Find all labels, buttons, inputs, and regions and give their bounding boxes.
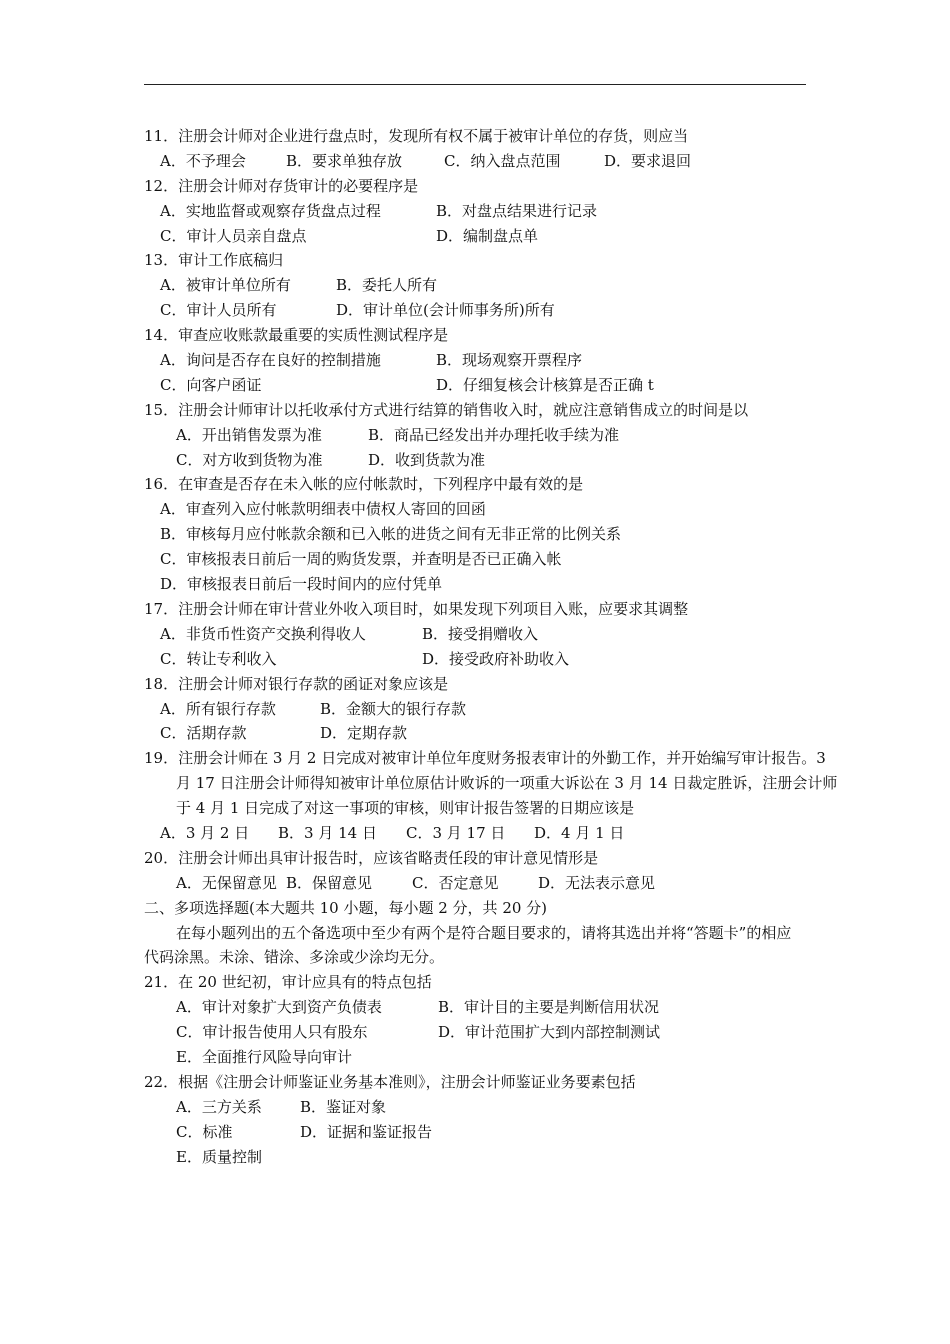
question-15-options-row1 — [144, 423, 814, 448]
question-19-options — [144, 821, 814, 846]
question-22-options-row2 — [144, 1120, 814, 1145]
option-d: D．定期存款 — [320, 724, 408, 743]
option-b: B．现场观察开票程序 — [436, 351, 583, 370]
option-c: C．标准 — [176, 1122, 233, 1141]
section-2-instruction: 在每小题列出的五个备选项中至少有两个是符合题目要求的，请将其选出并将“答题卡”的相应代码涂黑。未涂、错涂、多涂或少涂均无分。 — [144, 923, 792, 967]
option-a: A．审查列入应付帐款明细表中债权人寄回的回函 — [160, 500, 486, 519]
option-a: A．无保留意见 — [176, 873, 277, 892]
question-17-stem: 17．注册会计师在审计营业外收入项目时，如果发现下列项目入账，应要求其调整 — [144, 599, 689, 618]
option-a: A．非货币性资产交换利得收人 — [160, 624, 366, 643]
option-a: A．审计对象扩大到资产负债表 — [176, 998, 382, 1017]
question-12-stem: 12．注册会计师对存货审计的必要程序是 — [144, 176, 419, 195]
option-a: A．被审计单位所有 — [160, 276, 291, 295]
option-e: E．全面推行风险导向审计 — [176, 1048, 352, 1067]
question-17-options-row2 — [144, 647, 814, 672]
question-21-options-row1 — [144, 995, 814, 1020]
option-c: C．审核报表日前后一周的购货发票，并查明是否已正确入帐 — [160, 550, 562, 569]
option-b: B．对盘点结果进行记录 — [436, 201, 598, 220]
question-18-options-row2 — [144, 721, 814, 746]
option-b: B．鉴证对象 — [300, 1097, 387, 1116]
question-17-options-row1 — [144, 622, 814, 647]
question-15-options-row2 — [144, 448, 814, 473]
option-c: C．对方收到货物为准 — [176, 450, 323, 469]
question-14-options-row2 — [144, 373, 814, 398]
question-14-stem: 14．审查应收账款最重要的实质性测试程序是 — [144, 326, 449, 345]
section-2-title: 二、多项选择题(本大题共 10 小题，每小题 2 分，共 20 分) — [144, 898, 548, 917]
option-b: B．委托人所有 — [336, 276, 438, 295]
question-13-options-row1 — [144, 273, 814, 298]
option-c: C．否定意见 — [412, 873, 499, 892]
question-14-options-row1 — [144, 348, 814, 373]
option-b: B．要求单独存放 — [286, 151, 403, 170]
question-20-options — [144, 871, 814, 896]
option-a: A．询问是否存在良好的控制措施 — [160, 351, 381, 370]
option-d: D．审计范围扩大到内部控制测试 — [438, 1023, 661, 1042]
question-13-stem: 13．审计工作底稿归 — [144, 251, 284, 270]
option-c: C．纳入盘点范围 — [444, 151, 561, 170]
option-b: B．保留意见 — [286, 873, 373, 892]
option-d: D．要求退回 — [604, 151, 692, 170]
option-c: C．3 月 17 日 — [406, 824, 506, 842]
option-a: A．开出销售发票为准 — [176, 425, 322, 444]
question-11-stem: 11．注册会计师对企业进行盘点时，发现所有权不属于被审计单位的存货，则应当 — [144, 127, 689, 145]
option-c: C．审计报告使用人只有股东 — [176, 1023, 368, 1042]
question-22-stem: 22．根据《注册会计师鉴证业务基本准则》，注册会计师鉴证业务要素包括 — [144, 1072, 636, 1091]
option-b: B．审核每月应付帐款余额和已入帐的进货之间有无非正常的比例关系 — [160, 525, 622, 544]
option-d: D．编制盘点单 — [436, 226, 539, 245]
option-a: A．实地监督或观察存货盘点过程 — [160, 201, 381, 220]
question-12-options-row1 — [144, 199, 814, 224]
option-b: B．接受捐赠收入 — [422, 624, 539, 643]
question-19-stem: 19．注册会计师在 3 月 2 日完成对被审计单位年度财务报表审计的外勤工作，并开始编写审计报告。3 月 17 日注册会计师得知被审计单位原估计败诉的一项重大诉讼在 3 月 14 日裁定胜诉，注册会计师于 4 月 1 日完成了对这一事项的审核，则审计报告签署的日期应该是 — [144, 749, 838, 818]
question-21-stem: 21．在 20 世纪初，审计应具有的特点包括 — [144, 973, 432, 992]
question-21-options-row2 — [144, 1020, 814, 1045]
option-c: C．活期存款 — [160, 724, 247, 743]
question-22-options-row1 — [144, 1095, 814, 1120]
question-15-stem: 15．注册会计师审计以托收承付方式进行结算的销售收入时，就应注意销售成立的时间是以 — [144, 400, 749, 419]
question-16-stem: 16．在审查是否存在未入帐的应付帐款时，下列程序中最有效的是 — [144, 475, 584, 494]
option-d: D．接受政府补助收入 — [422, 649, 570, 668]
option-d: D．审计单位(会计师事务所)所有 — [336, 301, 555, 320]
question-12-options-row2 — [144, 224, 814, 249]
option-c: C．审计人员亲自盘点 — [160, 226, 307, 245]
option-b: B．商品已经发出并办理托收手续为准 — [368, 425, 620, 444]
option-b: B．金额大的银行存款 — [320, 699, 467, 718]
option-c: C．向客户函证 — [160, 375, 262, 394]
question-11-options — [144, 149, 814, 174]
question-20-stem: 20．注册会计师出具审计报告时，应该省略责任段的审计意见情形是 — [144, 848, 599, 867]
option-d: D．收到货款为准 — [368, 450, 486, 469]
exam-content — [144, 124, 838, 1170]
question-18-stem: 18．注册会计师对银行存款的函证对象应该是 — [144, 674, 449, 693]
option-b: B．审计目的主要是判断信用状况 — [438, 998, 660, 1017]
option-d: D．仔细复核会计核算是否正确 t — [436, 375, 654, 394]
option-a: A．三方关系 — [176, 1097, 262, 1116]
option-d: D．无法表示意见 — [538, 873, 656, 892]
header-rule — [144, 84, 806, 85]
option-c: C．转让专利收入 — [160, 649, 277, 668]
option-a: A．3 月 2 日 — [160, 824, 250, 842]
option-e: E．质量控制 — [176, 1147, 262, 1166]
option-c: C．审计人员所有 — [160, 301, 277, 320]
option-a: A．不予理会 — [160, 151, 246, 170]
question-13-options-row2 — [144, 298, 814, 323]
option-b: B．3 月 14 日 — [278, 824, 377, 842]
option-d: D．审核报表日前后一段时间内的应付凭单 — [160, 575, 443, 594]
option-d: D．证据和鉴证报告 — [300, 1122, 433, 1141]
question-18-options-row1 — [144, 697, 814, 722]
option-d: D．4 月 1 日 — [534, 824, 625, 842]
option-a: A．所有银行存款 — [160, 699, 276, 718]
